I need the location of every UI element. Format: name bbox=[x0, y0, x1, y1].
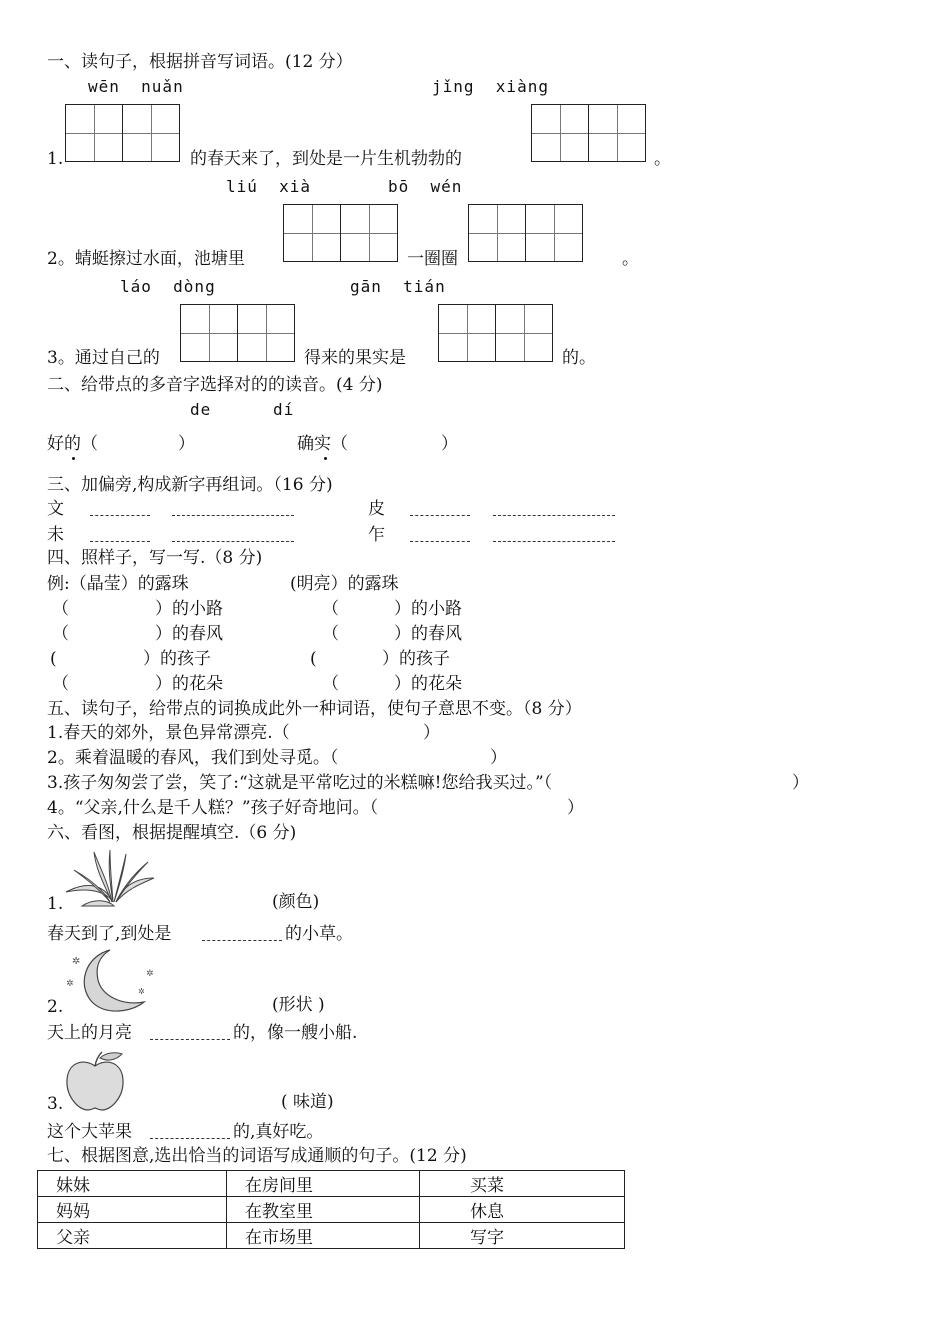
table-cell[interactable]: 妈妈 bbox=[38, 1197, 227, 1223]
paren-close: ） bbox=[423, 723, 440, 743]
char-box[interactable] bbox=[340, 204, 398, 262]
table-cell[interactable]: 妹妹 bbox=[38, 1171, 227, 1197]
section-7-title: 七、根据图意,选出恰当的词语写成通顺的句子。(12 分) bbox=[47, 1146, 467, 1166]
paren-close: ） bbox=[567, 798, 584, 818]
q3-end: 的。 bbox=[562, 348, 596, 368]
section-5-title: 五、读句子，给带点的词换成此外一种词语，使句子意思不变。（8 分） bbox=[47, 699, 582, 719]
section-1-title: 一、读句子，根据拼音写词语。(12 分） bbox=[47, 52, 353, 72]
row-text: ）的花朵 bbox=[155, 674, 223, 694]
s5-line-1: 1.春天的郊外，景色异常漂亮.（ bbox=[47, 723, 290, 743]
s6-item-1-hint: (颜色) bbox=[272, 892, 320, 912]
pinyin-laodong: láo dòng bbox=[120, 277, 216, 296]
svg-text:✲: ✲ bbox=[146, 969, 154, 979]
s5-line-2: 2。乘着温暖的春风，我们到处寻觅。（ bbox=[47, 748, 339, 768]
answer-boxes-liuxia[interactable] bbox=[285, 204, 398, 262]
pinyin-jingxiang: jǐng xiàng bbox=[432, 77, 549, 96]
q1-text: 的春天来了，到处是一片生机勃勃的 bbox=[190, 149, 462, 169]
paren-close: ） bbox=[792, 773, 809, 793]
table-cell[interactable]: 在房间里 bbox=[227, 1171, 420, 1197]
paren-close: ） bbox=[490, 748, 507, 768]
row-text: ）的小路 bbox=[394, 599, 462, 619]
svg-text:✲: ✲ bbox=[72, 956, 81, 967]
answer-boxes-wennuan[interactable] bbox=[67, 104, 180, 162]
q2-mid: 一圈圈 bbox=[407, 249, 458, 269]
blank-line[interactable] bbox=[90, 541, 150, 542]
char-box[interactable] bbox=[495, 304, 553, 362]
pinyin-gantian: gān tián bbox=[350, 277, 446, 296]
blank-line[interactable] bbox=[202, 940, 282, 941]
blank-line[interactable] bbox=[410, 515, 470, 516]
row-text: ）的花朵 bbox=[394, 674, 462, 694]
s6-item-2-pre: 天上的月亮 bbox=[47, 1023, 132, 1043]
blank-line[interactable] bbox=[150, 1138, 230, 1139]
char-box[interactable] bbox=[283, 204, 341, 262]
char-wei: 未 bbox=[47, 525, 64, 545]
answer-boxes-laodong[interactable] bbox=[182, 304, 295, 362]
table-cell[interactable]: 买菜 bbox=[420, 1171, 625, 1197]
table-cell[interactable]: 休息 bbox=[420, 1197, 625, 1223]
table-row bbox=[38, 1197, 625, 1223]
grass-image bbox=[64, 850, 159, 910]
pinyin-wennuan: wēn nuǎn bbox=[88, 77, 184, 96]
row-text: ）的孩子 bbox=[382, 649, 450, 669]
paren-close: ） bbox=[441, 434, 458, 454]
blank-line[interactable] bbox=[410, 541, 470, 542]
blank-line[interactable] bbox=[172, 541, 294, 542]
q3-mid: 得来的果实是 bbox=[304, 348, 406, 368]
s5-line-4: 4。“父亲,什么是千人糕？”孩子好奇地问。（ bbox=[47, 798, 379, 818]
answer-boxes-gantian[interactable] bbox=[440, 304, 553, 362]
paren-open: （ bbox=[52, 624, 69, 644]
row-text: ）的春风 bbox=[155, 624, 223, 644]
s6-item-1-num: 1. bbox=[47, 894, 64, 914]
row-text: ）的孩子 bbox=[143, 649, 211, 669]
char-wen: 文 bbox=[47, 499, 64, 519]
answer-boxes-bowen[interactable] bbox=[470, 204, 583, 262]
section-6-title: 六、看图，根据提醒填空.（6 分) bbox=[47, 823, 297, 843]
q3-text: 3。通过自己的 bbox=[47, 348, 160, 368]
moon-image bbox=[62, 946, 158, 1016]
paren-open: ( bbox=[50, 649, 57, 669]
q2-end: 。 bbox=[622, 249, 639, 269]
char-zha: 乍 bbox=[368, 525, 385, 545]
s6-item-3-num: 3. bbox=[47, 1094, 64, 1114]
answer-boxes-jingxiang[interactable] bbox=[533, 104, 646, 162]
example-right: (明亮）的露珠 bbox=[290, 574, 399, 594]
q1-number: 1. bbox=[47, 149, 64, 169]
paren-close: ） bbox=[178, 434, 195, 454]
blank-line[interactable] bbox=[150, 1039, 230, 1040]
char-box[interactable] bbox=[525, 204, 583, 262]
apple-image bbox=[64, 1050, 126, 1112]
table-row bbox=[38, 1223, 625, 1249]
pinyin-di: dí bbox=[273, 400, 295, 419]
pinyin-de: de bbox=[190, 400, 212, 419]
section-3-title: 三、加偏旁,构成新字再组词。（16 分) bbox=[47, 475, 333, 495]
table-cell[interactable]: 在市场里 bbox=[227, 1223, 420, 1249]
s6-item-3-hint: ( 味道) bbox=[281, 1092, 334, 1112]
table-cell[interactable]: 在教室里 bbox=[227, 1197, 420, 1223]
blank-line[interactable] bbox=[493, 515, 615, 516]
svg-text:✲: ✲ bbox=[138, 987, 145, 996]
s6-item-3-post: 的,真好吃。 bbox=[233, 1122, 324, 1142]
svg-text:✲: ✲ bbox=[66, 979, 74, 989]
table-cell[interactable]: 父亲 bbox=[38, 1223, 227, 1249]
paren-open: ( bbox=[310, 649, 317, 669]
emphasis-dot bbox=[72, 457, 75, 460]
q2-text: 2。蜻蜓擦过水面，池塘里 bbox=[47, 249, 245, 269]
row-text: ）的小路 bbox=[155, 599, 223, 619]
paren-open: （ bbox=[322, 624, 339, 644]
row-text: ）的春风 bbox=[394, 624, 462, 644]
pinyin-bowen: bō wén bbox=[388, 177, 463, 196]
item-queshi: 确实（ bbox=[297, 434, 348, 454]
blank-line[interactable] bbox=[493, 541, 615, 542]
char-box[interactable] bbox=[65, 104, 123, 162]
example-left: 例:（晶莹）的露珠 bbox=[47, 574, 189, 594]
emphasis-dot bbox=[324, 457, 327, 460]
paren-open: （ bbox=[52, 599, 69, 619]
s6-item-2-hint: (形状 ) bbox=[272, 995, 325, 1015]
paren-open: （ bbox=[322, 599, 339, 619]
char-pi: 皮 bbox=[368, 499, 385, 519]
char-box[interactable] bbox=[468, 204, 526, 262]
char-box[interactable] bbox=[531, 104, 589, 162]
blank-line[interactable] bbox=[172, 515, 294, 516]
s6-item-2-post: 的，像一艘小船. bbox=[233, 1023, 358, 1043]
pinyin-liuxia: liú xià bbox=[226, 177, 312, 196]
char-box[interactable] bbox=[588, 104, 646, 162]
s5-line-3: 3.孩子匆匆尝了尝，笑了:“这就是平常吃过的米糕嘛!您给我买过。”（ bbox=[47, 773, 553, 793]
blank-line[interactable] bbox=[90, 515, 150, 516]
char-box[interactable] bbox=[237, 304, 295, 362]
table-row bbox=[38, 1171, 625, 1197]
table-cell[interactable]: 写字 bbox=[420, 1223, 625, 1249]
char-box[interactable] bbox=[180, 304, 238, 362]
paren-open: （ bbox=[52, 674, 69, 694]
word-choice-table bbox=[37, 1170, 625, 1249]
s6-item-2-num: 2. bbox=[47, 997, 64, 1017]
q1-end: 。 bbox=[654, 149, 671, 169]
s6-item-1-post: 的小草。 bbox=[285, 924, 353, 944]
paren-open: （ bbox=[322, 674, 339, 694]
item-haode: 好的（ bbox=[47, 434, 98, 454]
section-2-title: 二、给带点的多音字选择对的的读音。(4 分) bbox=[47, 375, 383, 395]
char-box[interactable] bbox=[438, 304, 496, 362]
section-4-title: 四、照样子，写一写.（8 分) bbox=[47, 548, 263, 568]
s6-item-1-pre: 春天到了,到处是 bbox=[47, 924, 172, 944]
s6-item-3-pre: 这个大苹果 bbox=[47, 1122, 132, 1142]
char-box[interactable] bbox=[122, 104, 180, 162]
